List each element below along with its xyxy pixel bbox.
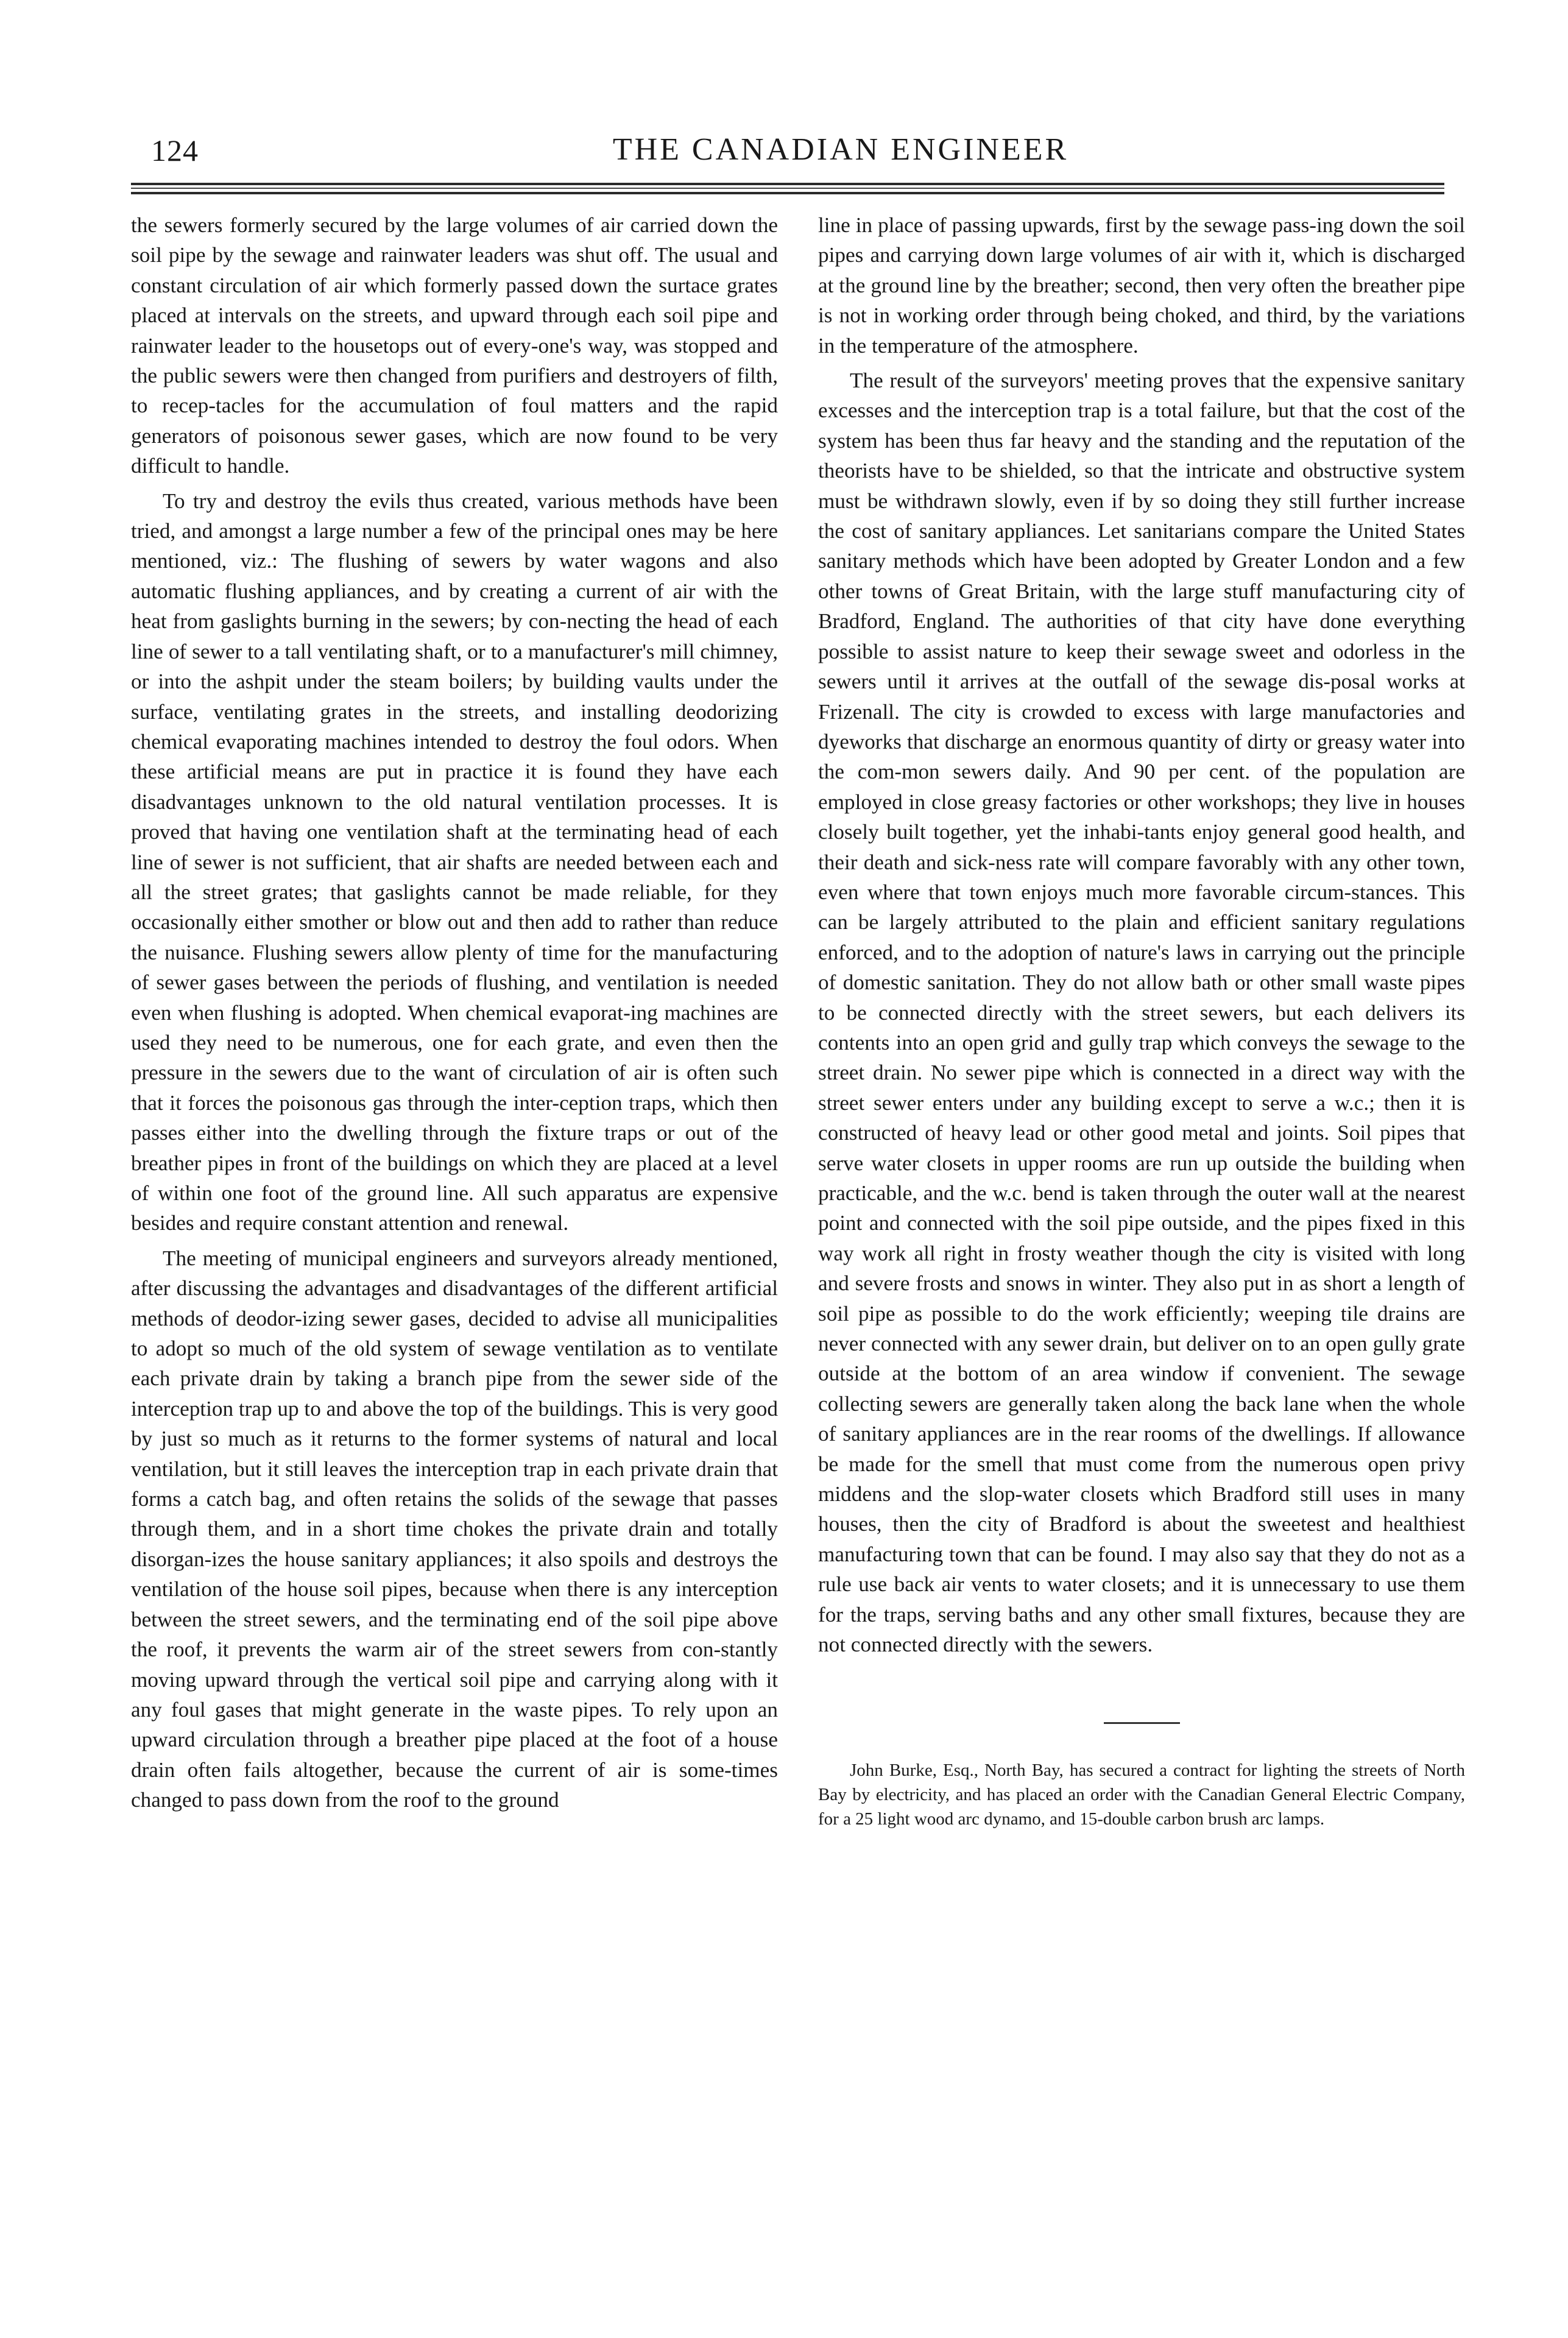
header-rule-top (131, 183, 1444, 185)
article-paragraph: line in place of passing upwards, first by the sewage pass-ing down the soil pipes and carrying down large volumes of air with it, which is discharged at the ground line by the breather; second, then very often the breather pipe is not in working order through being choked, and third, by the variations in the temperature of the atmosphere. (818, 213, 1465, 358)
page-number: 124 (151, 133, 199, 168)
article-paragraph: the sewers formerly secured by the large volumes of air carried down the soil pipe by the sewage and rainwater leaders was shut off. The usual and constant circulation of air which formerly passed down the surtace grates placed at intervals on the streets, and upward through each soil pipe and rainwater leader to the housetops out of every-one's way, was stopped and the public sewers were then changed from purifiers and destroyers of filth, to recep-tacles for the accumulation of foul matters and the rapid generators of poisonous sewer gases, which are now found to be very difficult to handle. (131, 213, 778, 478)
article-paragraph: To try and destroy the evils thus created, various methods have been tried, and amongst a large number a few of the principal ones may be here mentioned, viz.: The flushing of sewers by water wagons and also automatic flushing appliances, and by creating a current of air with the heat from gaslights burning in the sewers; by con-necting the head of each line of sewer to a tall ventilating shaft, or to a manufacturer's mill chimney, or into the ashpit under the steam boilers; by building vaults under the surface, ventilating grates in the streets, and installing deodorizing chemical evaporating machines intended to destroy the foul odors. When these artificial means are put in practice it is found they have each disadvantages unknown to the old natural ventilation processes. It is proved that having one ventilation shaft at the terminating head of each line of sewer is not sufficient, that air shafts are needed between each and all the street grates; that gaslights cannot be made reliable, for they occasionally either smother or blow out and then add to rather than reduce the nuisance. Flushing sewers allow plenty of time for the manufacturing of sewer gases between the periods of flushing, and ventilation is needed even when flushing is adopted. When chemical evaporat-ing machines are used they need to be numerous, one for each grate, and even then the pressure in the sewers due to the want of circulation of air is often such that it forces the poisonous gas through the inter-ception traps, which then passes either into the dwelling through the fixture traps or out of the breather pipes in front of the buildings on which they are placed at a level of within one foot of the ground line. All such apparatus are expensive besides and require constant attention and renewal. (131, 489, 778, 1235)
journal-title: THE CANADIAN ENGINEER (612, 132, 1069, 167)
left-column (131, 210, 778, 1815)
right-column (818, 210, 1465, 1831)
article-paragraph: The result of the surveyors' meeting proves that the expensive sanitary excesses and the interception trap is a total failure, but that the cost of the system has been thus far heavy and the standing and the reputation of the theorists have to be shielded, so that the intricate and obstructive system must be withdrawn slowly, even if by so doing they still further increase the cost of sanitary appliances. Let sanitarians compare the United States sanitary methods which have been adopted by Greater London and a few other towns of Great Britain, with the large stuff manufacturing city of Bradford, England. The authorities of that city have done everything possible to assist nature to keep their sewage sweet and odorless in the sewers until it arrives at the outfall of the sewage dis-posal works at Frizenall. The city is crowded to excess with large manufactories and dyeworks that discharge an enormous quantity of dirty or greasy water into the com-mon sewers daily. And 90 per cent. of the population are employed in close greasy factories or other workshops; they live in houses closely built together, yet the inhabi-tants enjoy general good health, and their death and sick-ness rate will compare favorably with any other town, even where that town enjoys much more favorable circum-stances. This can be largely attributed to the plain and efficient sanitary regulations enforced, and to the adoption of nature's laws in carrying out the principle of domestic sanitation. They do not allow bath or other small waste pipes to be connected directly with the street sewers, but each delivers its contents into an open grid and gully trap which conveys the sewage to the street drain. No sewer pipe which is connected in a direct way with the street sewer enters under any building except to serve a w.c.; then it is constructed of heavy lead or other good metal and joints. Soil pipes that serve water closets in upper rooms are run up outside the building when practicable, and the w.c. bend is taken through the outer wall at the nearest point and connected with the soil pipe outside, and the pipes fixed in this way work all right in frosty weather though the city is visited with long and severe frosts and snows in winter. They also put in as short a length of soil pipe as possible to do the work efficiently; weeping tile drains are never connected with any sewer drain, but deliver on to an open gully grate outside at the bottom of an area window if convenient. The sewage collecting sewers are generally taken along the back lane when the whole of sanitary appliances are in the rear rooms of the dwellings. If allowance be made for the smell that must come from the numerous open privy middens and the slop-water closets which Bradford still uses in many houses, then the city of Bradford is about the sweetest and healthiest manufacturing town that can be found. I may also say that they do not as a rule use back air vents to water closets; and it is unnecessary to use them for the traps, serving baths and any other small fixtures, because they are not connected directly with the sewers. (818, 369, 1465, 1657)
news-note: John Burke, Esq., North Bay, has secured a contract for lighting the streets of North Bay by electricity, and has placed an order with the Canadian General Electric Company, for a 25 light wood arc dynamo, and 15-double carbon brush arc lamps. (818, 1760, 1465, 1829)
article-paragraph: The meeting of municipal engineers and surveyors already mentioned, after discussing the advantages and disadvantages of the different artificial methods of deodor-izing sewer gases, decided to advise all municipalities to adopt so much of the old system of sewage ventilation as to ventilate each private drain by taking a branch pipe from the sewer side of the interception trap up to and above the top of the buildings. This is very good by just so much as it returns to the former systems of natural and local ventilation, but it still leaves the interception trap in each private drain that forms a catch bag, and often retains the solids of the sewage that passes through them, and in a short time chokes the private drain and totally disorgan-izes the house sanitary appliances; it also spoils and destroys the ventilation of the house soil pipes, because when there is any interception between the street sewers, and the terminating end of the soil pipe above the roof, it prevents the warm air of the street sewers from con-stantly moving upward through the vertical soil pipe and carrying along with it any foul gases that might generate in the waste pipes. To rely upon an upward circulation through a breather pipe placed at the foot of a house drain often fails altogether, because the current of air is some-times changed to pass down from the roof to the ground (131, 1246, 778, 1812)
section-divider (1104, 1722, 1180, 1724)
header-rule-bottom (131, 192, 1444, 194)
header-rule-middle (131, 188, 1444, 189)
